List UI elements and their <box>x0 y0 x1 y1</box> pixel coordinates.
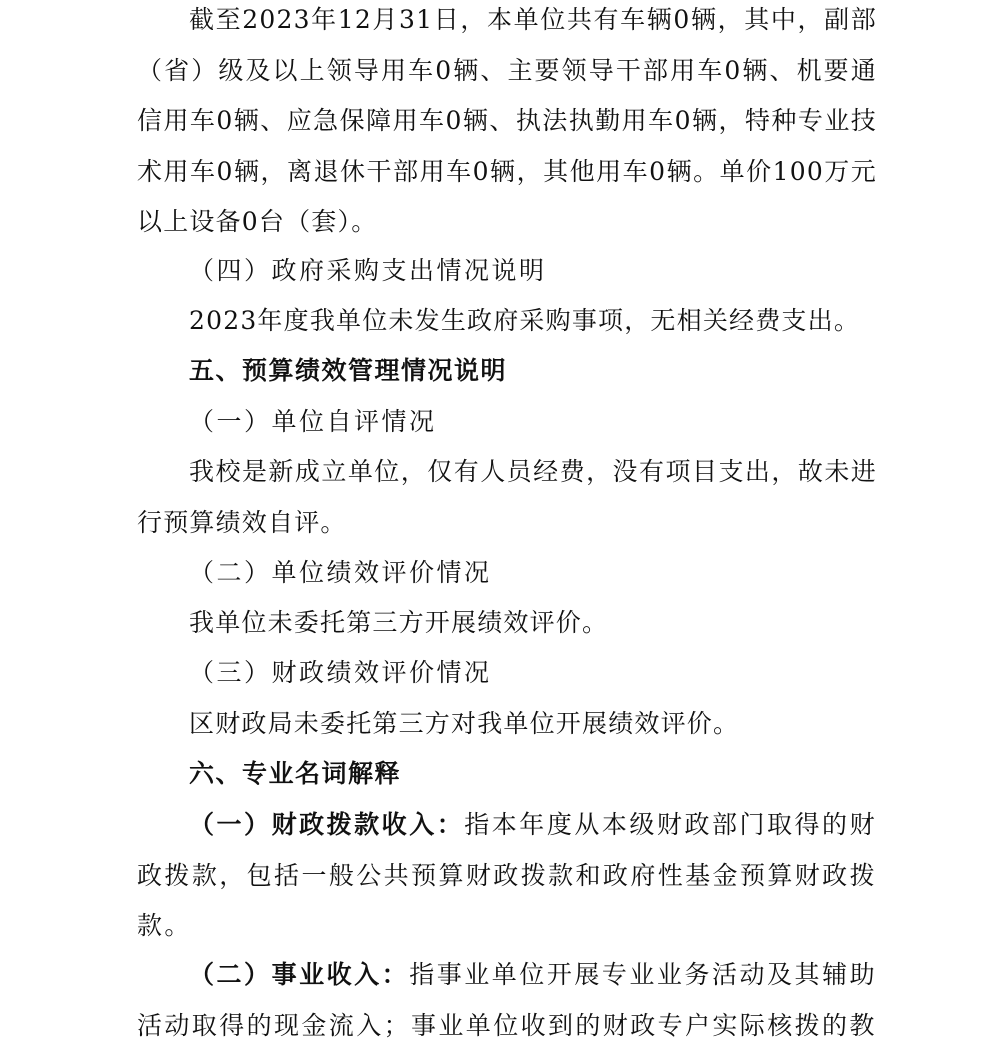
section-5-heading: 五、预算绩效管理情况说明 <box>189 356 508 385</box>
term-2-paragraph <box>137 950 877 1051</box>
section-5-3-subheading: （三）财政绩效评价情况 <box>189 658 492 687</box>
section-5-2-paragraph: 我单位未委托第三方开展绩效评价。 <box>189 608 609 637</box>
term-1-paragraph <box>137 800 877 952</box>
procurement-subheading: （四）政府采购支出情况说明 <box>189 256 547 285</box>
section-6-heading: 六、专业名词解释 <box>189 759 402 788</box>
term-2-text: 指事业单位开展专业业务活动及其辅助活动取得的现金流入；事业单位收到的财政专户实际核拨的教 <box>137 960 877 1040</box>
vehicle-paragraph: 截至2023年12月31日，本单位共有车辆0辆，其中，副部（省）级及以上领导用车0辆、主要领导干部用车0辆、机要通信用车0辆、应急保障用车0辆、执法执勤用车0辆，特种专业技术用车0辆，离退休干部用车0辆，其他用车0辆。单价100万元以上设备0台（套）。 <box>137 5 877 236</box>
section-5-1-subheading: （一）单位自评情况 <box>189 407 437 436</box>
procurement-paragraph: 2023年度我单位未发生政府采购事项，无相关经费支出。 <box>189 306 861 335</box>
term-2-label: （二）事业收入： <box>189 960 410 989</box>
section-5-2-subheading: （二）单位绩效评价情况 <box>189 558 492 587</box>
term-1-text: 指本年度从本级财政部门取得的财政拨款，包括一般公共预算财政拨款和政府性基金预算财政拨款。 <box>137 810 877 940</box>
section-5-1-paragraph: 我校是新成立单位，仅有人员经费，没有项目支出，故未进行预算绩效自评。 <box>137 457 877 537</box>
term-1-label: （一）财政拨款收入： <box>189 810 465 839</box>
section-5-3-paragraph: 区财政局未委托第三方对我单位开展绩效评价。 <box>189 709 740 738</box>
